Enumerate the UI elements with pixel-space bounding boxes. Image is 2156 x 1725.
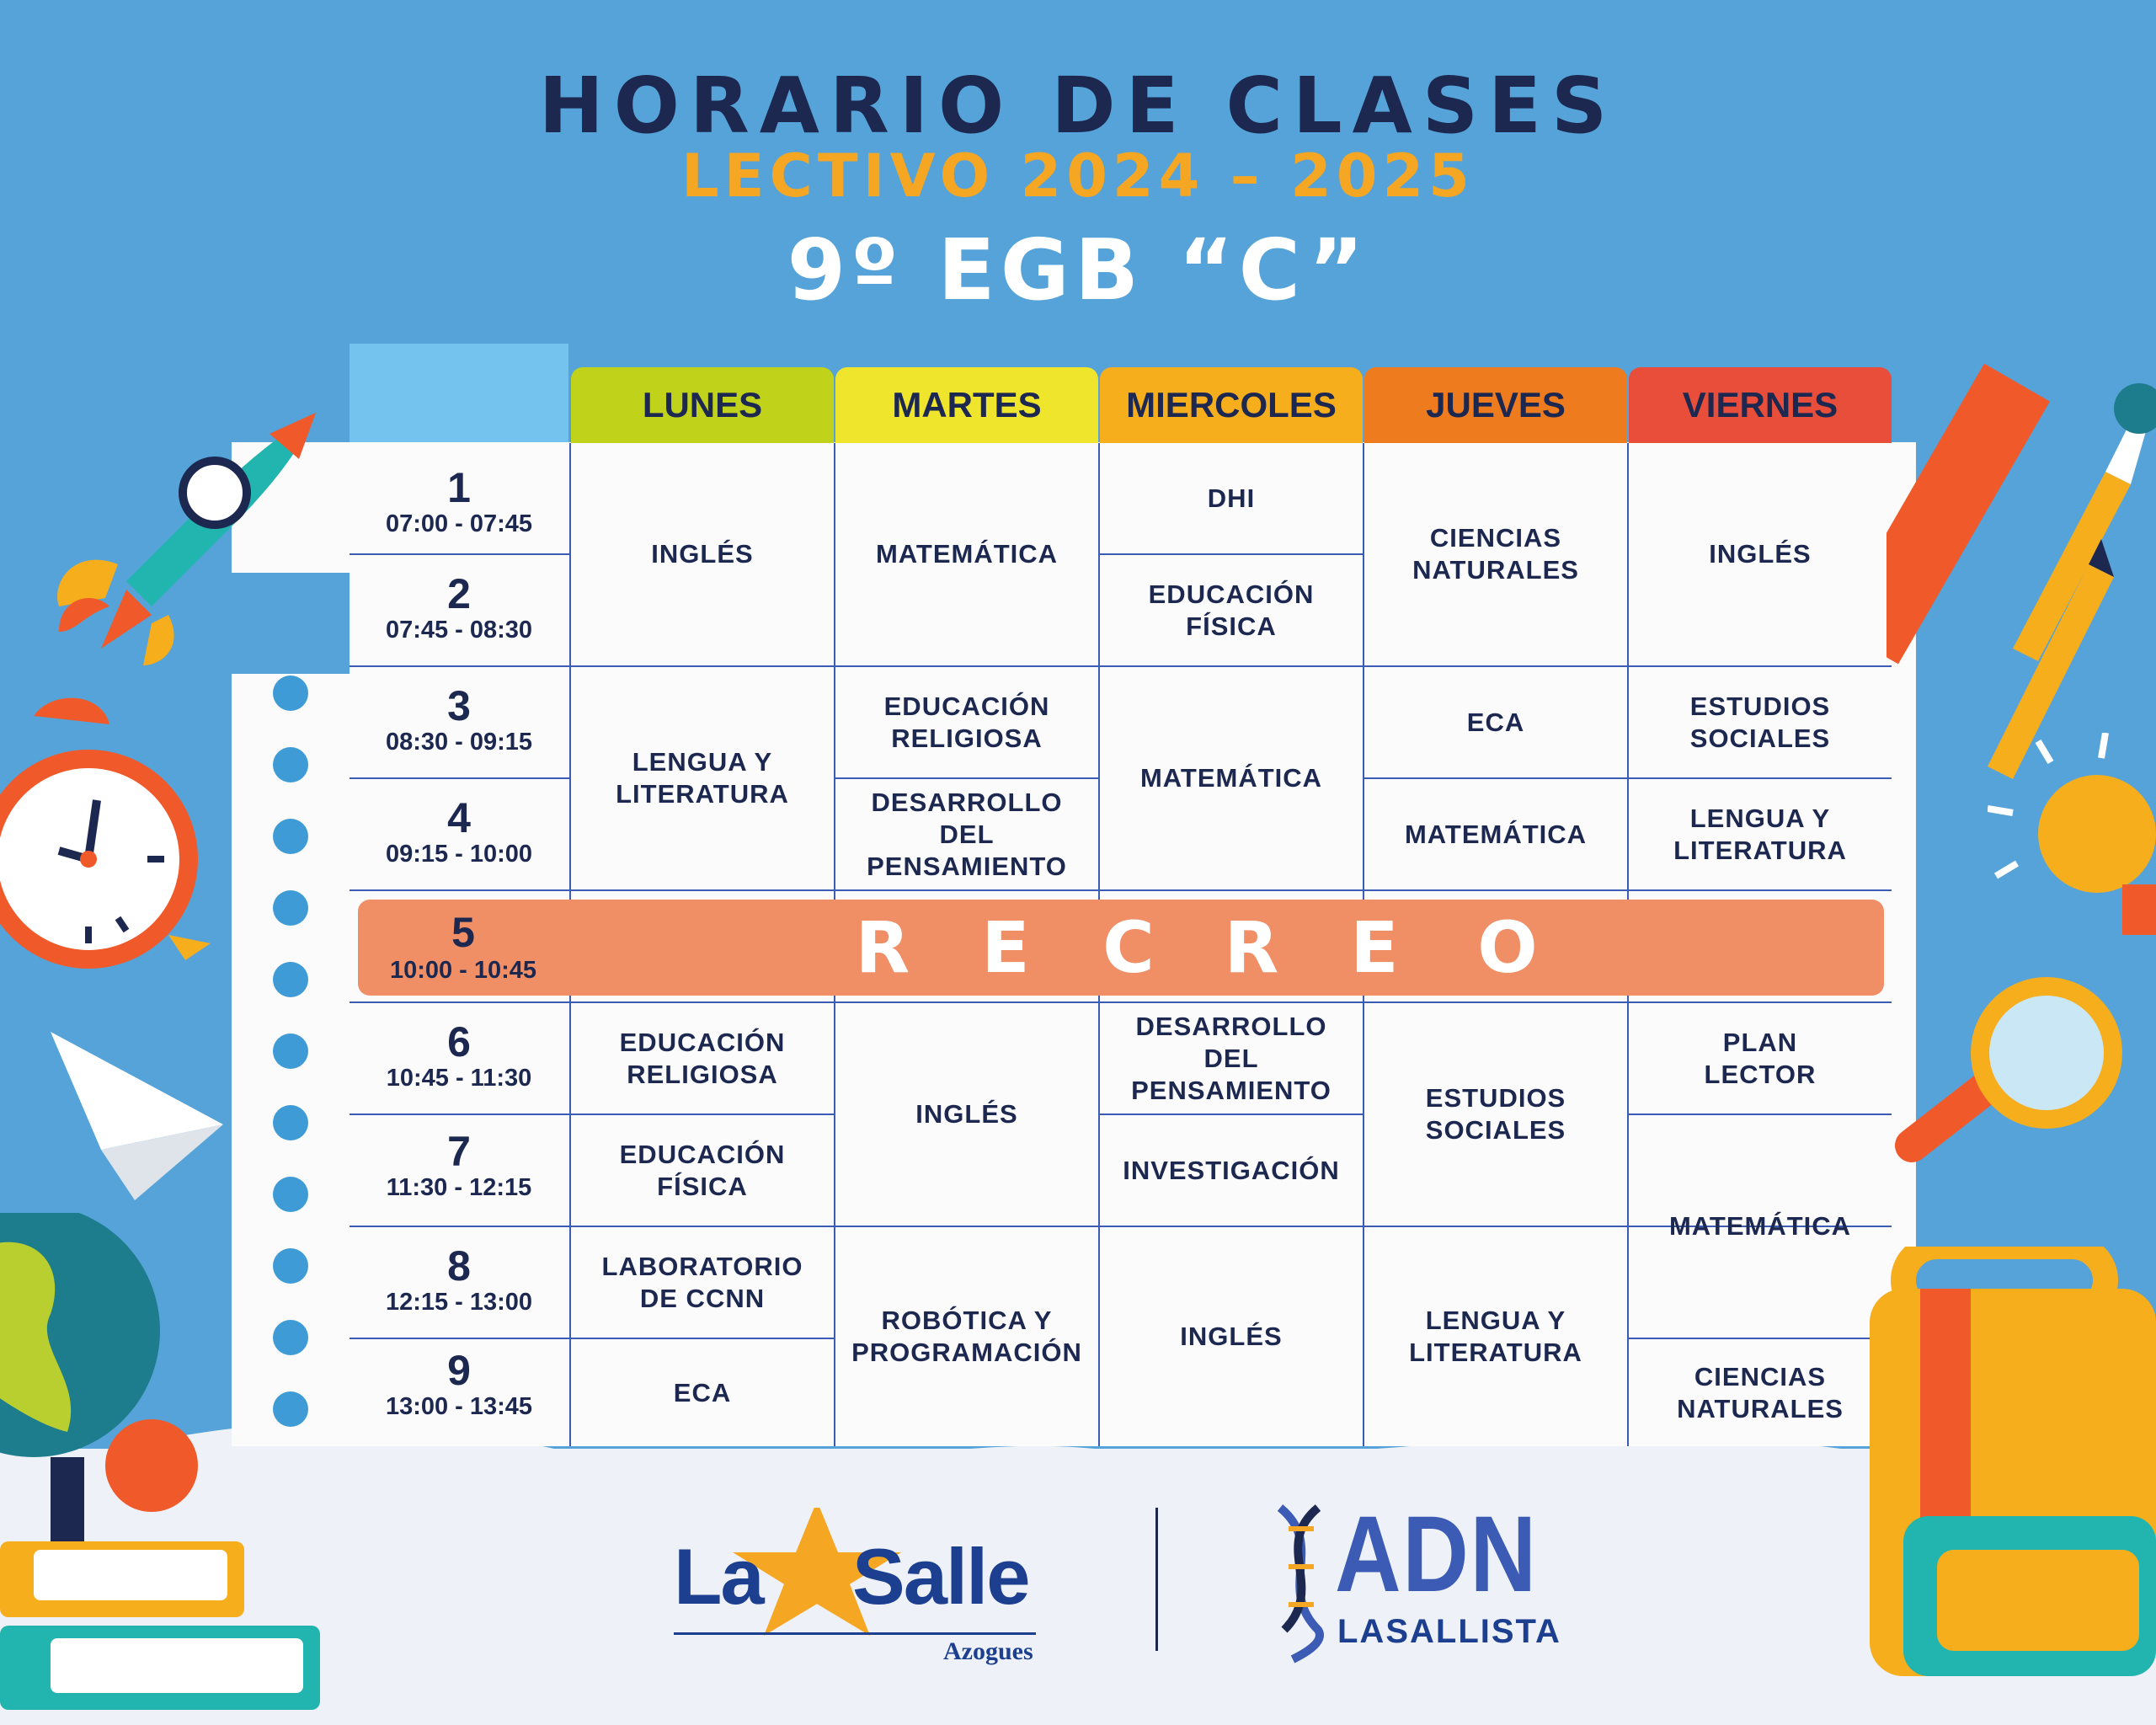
paper-plane-icon [51, 1032, 227, 1200]
footer-divider [1155, 1508, 1158, 1651]
class-cell-lunes-2: LENGUA Y LITERATURA [616, 747, 789, 809]
class-cell-miercoles-4: DESARROLLO DEL PENSAMIENTO [1131, 1011, 1331, 1105]
class-cell-viernes-4: PLAN LECTOR [1704, 1027, 1817, 1089]
recreo-letter: O [1477, 906, 1538, 989]
class-cell-martes-1: MATEMÁTICA [875, 539, 1059, 569]
grid-line [350, 777, 569, 779]
time-slot-9 [350, 1348, 568, 1420]
class-cell-lunes-4: EDUCACIÓN FÍSICA [619, 1139, 786, 1201]
class-cell-miercoles-2: EDUCACIÓN FÍSICA [1148, 579, 1315, 641]
class-cell-viernes-5: MATEMÁTICA [1668, 1211, 1852, 1241]
binder-ring [273, 676, 308, 711]
adn-logo: ADN [1335, 1494, 1538, 1615]
grid-line [350, 889, 1892, 891]
class-cell-martes-2: EDUCACIÓN RELIGIOSA [883, 691, 1050, 753]
binder-ring [273, 1105, 308, 1140]
lightbulb-icon [1988, 733, 2156, 952]
time-slot-2 [350, 571, 568, 644]
slot-time: 09:15 - 10:00 [385, 841, 533, 868]
lasalle-city: Azogues [943, 1637, 1033, 1665]
recreo-letter: E [1350, 906, 1399, 989]
binder-ring [273, 1177, 308, 1212]
slot-time: 07:00 - 07:45 [385, 510, 533, 537]
class-cell-martes-4: INGLÉS [915, 1099, 1018, 1129]
class-cell-viernes-6: CIENCIAS NATURALES [1677, 1361, 1844, 1423]
binder-ring [273, 819, 308, 854]
page-title: HORARIO DE CLASES [538, 61, 1618, 151]
time-slot-8 [350, 1243, 568, 1316]
time-slot-5 [358, 910, 568, 985]
day-header-miercoles: MIERCOLES [1100, 367, 1363, 443]
ruler-brush-pencil-icon [1886, 328, 2156, 800]
alarm-clock-icon [0, 691, 219, 1011]
class-cell-martes-3: DESARROLLO DEL PENSAMIENTO [867, 787, 1067, 881]
rocket-icon [25, 396, 328, 674]
recreo-letter: R [855, 906, 910, 989]
binder-ring [273, 1033, 308, 1069]
class-cell-martes-5: ROBÓTICA Y PROGRAMACIÓN [851, 1306, 1082, 1367]
slot-number: 5 [451, 909, 475, 956]
class-cell-miercoles-5: INVESTIGACIÓN [1123, 1155, 1340, 1185]
class-cell-miercoles-6: INGLÉS [1180, 1322, 1283, 1351]
paper-tab [350, 344, 568, 445]
time-slot-4 [350, 795, 568, 868]
time-slot-6 [350, 1019, 568, 1092]
class-cell-jueves-5: LENGUA Y LITERATURA [1409, 1306, 1582, 1367]
slot-time: 12:15 - 13:00 [385, 1289, 533, 1316]
slot-time: 07:45 - 08:30 [385, 617, 533, 644]
class-cell-jueves-4: ESTUDIOS SOCIALES [1425, 1083, 1566, 1145]
slot-time: 11:30 - 12:15 [386, 1174, 532, 1201]
binder-ring [273, 962, 308, 997]
class-cell-jueves-1: CIENCIAS NATURALES [1412, 523, 1579, 585]
time-slot-3 [350, 683, 568, 756]
slot-number: 4 [447, 794, 471, 841]
slot-number: 6 [447, 1018, 471, 1065]
grid-line [350, 1338, 569, 1339]
lasalle-underline [674, 1632, 1036, 1635]
adn-logo-sub: LASALLISTA [1337, 1613, 1561, 1650]
class-cell-viernes-1: INGLÉS [1709, 539, 1812, 569]
grid-line [350, 1114, 569, 1115]
slot-time: 10:00 - 10:45 [389, 957, 537, 984]
day-header-lunes: LUNES [571, 367, 834, 443]
class-cell-lunes-6: ECA [673, 1377, 732, 1407]
class-cell-viernes-3: LENGUA Y LITERATURA [1673, 803, 1847, 865]
class-cell-lunes-1: INGLÉS [651, 539, 754, 569]
slot-number: 7 [447, 1128, 471, 1175]
day-header-viernes: VIERNES [1629, 367, 1892, 443]
grade-label: 9º EGB “C” [787, 221, 1369, 319]
class-cell-miercoles-3: MATEMÁTICA [1139, 763, 1323, 793]
backpack-icon [1853, 1247, 2156, 1685]
slot-number: 3 [447, 682, 471, 729]
class-cell-lunes-3: EDUCACIÓN RELIGIOSA [619, 1027, 786, 1089]
slot-time: 13:00 - 13:45 [385, 1393, 533, 1420]
time-slot-1 [350, 465, 568, 537]
slot-number: 1 [447, 464, 471, 511]
day-header-jueves: JUEVES [1364, 367, 1627, 443]
slot-number: 8 [447, 1242, 471, 1290]
class-cell-jueves-3: MATEMÁTICA [1404, 819, 1588, 849]
recreo-letter: C [1102, 906, 1155, 989]
class-cell-lunes-5: LABORATORIO DE CCNN [601, 1251, 803, 1313]
globe-books-icon [0, 1213, 354, 1718]
class-cell-miercoles-1: DHI [1207, 483, 1256, 513]
binder-ring [273, 747, 308, 782]
recreo-letter: E [981, 906, 1030, 989]
school-year: LECTIVO 2024 – 2025 [681, 142, 1475, 211]
slot-time: 10:45 - 11:30 [386, 1065, 532, 1092]
class-cell-jueves-2: ECA [1466, 707, 1525, 737]
day-header-martes: MARTES [835, 367, 1098, 443]
lasalle-logo-right: Salle [852, 1532, 1029, 1621]
binder-ring [273, 890, 308, 926]
slot-time: 08:30 - 09:15 [385, 729, 533, 756]
slot-number: 9 [447, 1347, 471, 1394]
class-cell-viernes-2: ESTUDIOS SOCIALES [1689, 691, 1831, 753]
magnifier-icon [1886, 969, 2156, 1171]
grid-line [350, 553, 569, 555]
lasalle-logo-left: La [674, 1532, 763, 1621]
time-slot-7 [350, 1129, 568, 1201]
recreo-letter: R [1224, 906, 1279, 989]
dna-icon [1267, 1503, 1335, 1664]
slot-number: 2 [447, 570, 471, 617]
